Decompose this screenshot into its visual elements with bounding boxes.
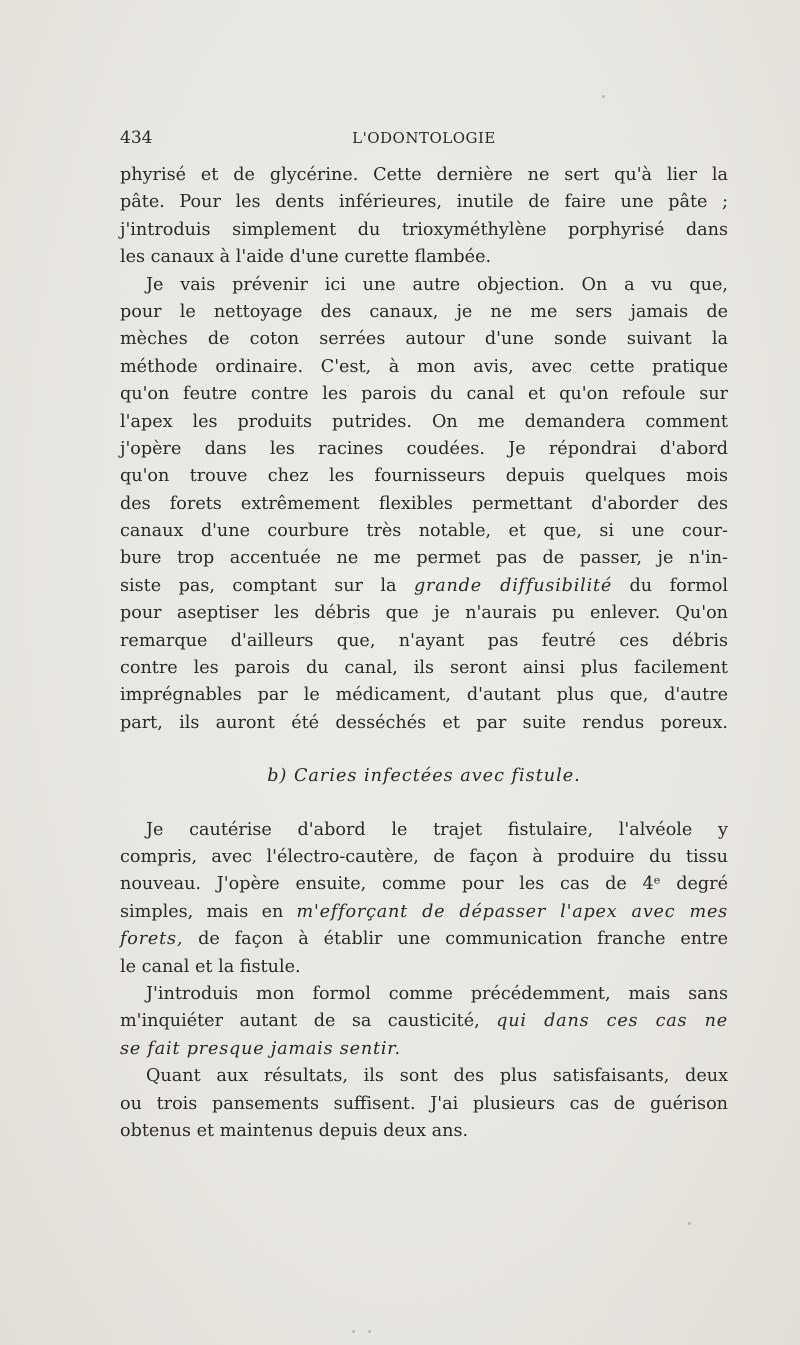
text-line xyxy=(120,600,728,627)
italic-emphasis: se fait presque jamais sentir. xyxy=(120,1038,401,1059)
text-run: J'introduis mon formol comme précédemment, mais sans xyxy=(146,983,728,1004)
text-line xyxy=(120,655,728,682)
text-line xyxy=(120,162,728,189)
text-run: remarque d'ailleurs que, n'ayant pas feutré ces débris xyxy=(120,630,728,651)
text-run: bure trop accentuée ne me permet pas de passer, je n'in- xyxy=(120,548,728,569)
paper-speck xyxy=(688,1222,691,1225)
text-run: contre les parois du canal, ils seront ainsi plus facilement xyxy=(120,658,728,679)
text-run: m'inquiéter autant de sa causticité, xyxy=(120,1011,497,1032)
text-run: imprégnables par le médicament, d'autant plus que, d'autre xyxy=(120,685,728,706)
text-line xyxy=(120,518,728,545)
body-text xyxy=(120,162,728,1145)
text-line xyxy=(120,545,728,572)
text-run: Quant aux résultats, ils sont des plus satisfaisants, deux xyxy=(146,1066,728,1087)
text-run: pour aseptiser les débris que je n'aurais pu enlever. Qu'on xyxy=(120,603,728,624)
text-line xyxy=(120,1008,728,1035)
italic-emphasis: m'efforçant de dépasser l'apex avec mes xyxy=(296,901,728,922)
text-run: obtenus et maintenus depuis deux ans. xyxy=(120,1120,469,1141)
italic-emphasis: qui dans ces cas ne xyxy=(496,1011,728,1032)
text-run: de façon à établir une communication franche entre xyxy=(183,929,728,950)
paper-speck xyxy=(368,1330,371,1333)
text-line xyxy=(120,189,728,216)
italic-emphasis: forets, xyxy=(120,929,184,950)
page-number: 434 xyxy=(120,128,153,148)
text-run: Je cautérise d'abord le trajet fistulaire, l'alvéole y xyxy=(146,819,728,840)
text-line xyxy=(120,1063,728,1090)
text-run: simples, mais en xyxy=(120,901,297,922)
text-line xyxy=(120,573,728,600)
text-line xyxy=(120,926,728,953)
text-line xyxy=(120,436,728,463)
text-line xyxy=(120,299,728,326)
text-run: le canal et la fistule. xyxy=(120,956,301,977)
text-line xyxy=(120,491,728,518)
text-run: qu'on feutre contre les parois du canal et qu'on refoule sur xyxy=(120,384,728,405)
text-line xyxy=(120,954,728,981)
text-run: méthode ordinaire. C'est, à mon avis, avec cette pratique xyxy=(120,356,728,377)
text-run: des forets extrêmement flexibles permettant d'aborder des xyxy=(120,493,728,514)
text-line xyxy=(120,1036,728,1063)
italic-emphasis: grande diffusibilité xyxy=(413,575,613,596)
text-line xyxy=(120,817,728,844)
section-heading xyxy=(120,763,728,790)
text-line xyxy=(120,981,728,1008)
text-run: b) Caries infectées avec fistule. xyxy=(267,766,581,787)
text-run: ou trois pansements suffisent. J'ai plusieurs cas de guérison xyxy=(120,1093,728,1114)
text-line xyxy=(120,1118,728,1145)
text-line xyxy=(120,354,728,381)
text-line xyxy=(120,244,728,271)
text-line xyxy=(120,682,728,709)
text-line xyxy=(120,871,728,898)
text-line xyxy=(120,272,728,299)
text-run: mèches de coton serrées autour d'une sonde suivant la xyxy=(120,329,728,350)
text-line xyxy=(120,844,728,871)
text-run: siste pas, comptant sur la xyxy=(120,575,414,596)
text-line xyxy=(120,409,728,436)
text-run: Je vais prévenir ici une autre objection. On a vu que, xyxy=(146,274,728,295)
paper-speck xyxy=(352,1330,355,1333)
text-line xyxy=(120,217,728,244)
text-run: les canaux à l'aide d'une curette flambée. xyxy=(120,247,492,268)
text-run: pâte. Pour les dents inférieures, inutile de faire une pâte ; xyxy=(120,192,728,213)
text-run: j'introduis simplement du trioxyméthylène porphyrisé dans xyxy=(120,219,728,240)
text-line xyxy=(120,381,728,408)
text-run: canaux d'une courbure très notable, et que, si une cour- xyxy=(120,521,728,542)
text-line xyxy=(120,326,728,353)
text-run: qu'on trouve chez les fournisseurs depuis quelques mois xyxy=(120,466,728,487)
text-run: pour le nettoyage des canaux, je ne me sers jamais de xyxy=(120,301,728,322)
text-run: l'apex les produits putrides. On me demandera comment xyxy=(120,411,728,432)
text-line xyxy=(120,628,728,655)
text-line xyxy=(120,463,728,490)
page-header xyxy=(120,128,728,158)
text-line xyxy=(120,710,728,737)
text-run: part, ils auront été desséchés et par suite rendus poreux. xyxy=(120,712,728,733)
text-run: compris, avec l'électro-cautère, de façon à produire du tissu xyxy=(120,846,728,867)
paper-speck xyxy=(602,95,605,98)
text-line xyxy=(120,899,728,926)
text-run: du formol xyxy=(612,575,728,596)
text-run: phyrisé et de glycérine. Cette dernière ne sert qu'à lier la xyxy=(120,165,728,185)
text-run: nouveau. J'opère ensuite, comme pour les cas de 4ᵉ degré xyxy=(120,874,728,895)
text-line xyxy=(120,1091,728,1118)
text-run: j'opère dans les racines coudées. Je répondrai d'abord xyxy=(120,438,728,459)
running-title: L'ODONTOLOGIE xyxy=(352,129,496,147)
